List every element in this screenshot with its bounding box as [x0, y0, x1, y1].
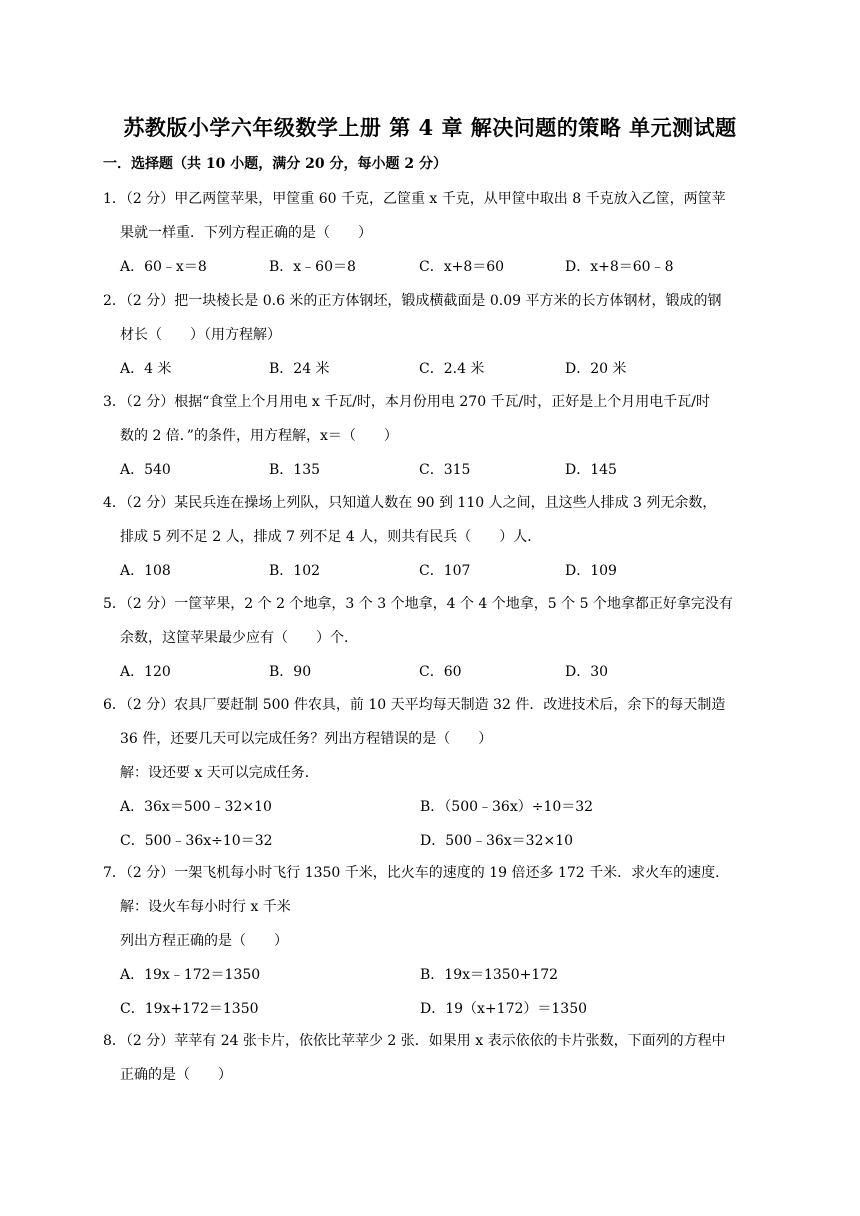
question-7-options-row-1	[103, 958, 761, 992]
question-8	[103, 1024, 761, 1092]
question-8-line-1: 8．（2 分）苹苹有 24 张卡片，依依比苹苹少 2 张．如果用 x 表示依依的卡片张数，下面列的方程中	[103, 1033, 726, 1049]
option-c[interactable]: C．60	[419, 664, 462, 680]
option-c[interactable]: C．315	[419, 462, 471, 478]
option-a[interactable]: A．19x﹣172＝1350	[120, 967, 261, 983]
option-d[interactable]: D．19（x+172）＝1350	[420, 1001, 588, 1017]
option-a[interactable]: A．60﹣x＝8	[120, 259, 207, 275]
question-3-line-2: 数的 2 倍．”的条件，用方程解，x＝（ ）	[120, 428, 398, 444]
question-2-line-2: 材长（ ）（用方程解）	[120, 327, 281, 343]
option-d[interactable]: D．500﹣36x＝32×10	[420, 833, 574, 849]
question-6	[103, 688, 761, 858]
question-6-line-3: 解：设还要 x 天可以完成任务．	[120, 765, 319, 781]
question-4-line-1: 4．（2 分）某民兵连在操场上列队，只知道人数在 90 到 110 人之间，且这些人排成 3 列无余数，	[103, 495, 717, 511]
option-d[interactable]: D．x+8＝60﹣8	[565, 259, 674, 275]
option-d[interactable]: D．20 米	[565, 361, 627, 377]
question-5-line-1: 5．（2 分）一筐苹果，2 个 2 个地拿，3 个 3 个地拿，4 个 4 个地拿，5 个 5 个地拿都正好拿完没有	[103, 596, 733, 612]
option-d[interactable]: D．145	[565, 462, 617, 478]
option-a[interactable]: A．120	[120, 664, 171, 680]
question-5	[103, 587, 761, 689]
question-7-options-row-2	[103, 992, 761, 1026]
question-6-options-row-1	[103, 790, 761, 824]
question-1-options	[103, 250, 761, 284]
option-d[interactable]: D．109	[565, 563, 617, 579]
option-b[interactable]: B．102	[269, 563, 321, 579]
question-2-line-1: 2．（2 分）把一块棱长是 0.6 米的正方体钢坯，锻成横截面是 0.09 平方米的长方体钢材，锻成的钢	[103, 293, 722, 309]
option-a[interactable]: A．4 米	[120, 361, 172, 377]
page-title: 苏教版小学六年级数学上册 第 4 章 解决问题的策略 单元测试题	[123, 115, 737, 140]
question-5-options	[103, 655, 761, 689]
question-7-line-3: 列出方程正确的是（ ）	[120, 933, 288, 949]
option-c[interactable]: C．500﹣36x÷10＝32	[120, 833, 273, 849]
option-c[interactable]: C．107	[419, 563, 471, 579]
option-c[interactable]: C．2.4 米	[419, 361, 485, 377]
question-4	[103, 486, 761, 588]
question-3	[103, 385, 761, 487]
question-1-line-1: 1．（2 分）甲乙两筐苹果，甲筐重 60 千克，乙筐重 x 千克，从甲筐中取出 8 千克放入乙筐，两筐苹	[103, 191, 726, 207]
question-5-line-2: 余数，这筐苹果最少应有（ ）个．	[120, 630, 358, 646]
option-b[interactable]: B．x﹣60＝8	[269, 259, 356, 275]
question-4-line-2: 排成 5 列不足 2 人，排成 7 列不足 4 人，则共有民兵（ ）人．	[120, 529, 542, 545]
question-6-options-row-2	[103, 824, 761, 858]
option-b[interactable]: B．90	[269, 664, 312, 680]
question-4-options	[103, 554, 761, 588]
option-c[interactable]: C．x+8＝60	[419, 259, 505, 275]
option-a[interactable]: A．540	[120, 462, 171, 478]
question-7-line-2: 解：设火车每小时行 x 千米	[120, 899, 291, 915]
question-8-line-2: 正确的是（ ）	[120, 1067, 232, 1083]
question-6-line-1: 6．（2 分）农具厂要赶制 500 件农具，前 10 天平均每天制造 32 件．改进技术后，余下的每天制造	[103, 697, 726, 713]
question-1-line-2: 果就一样重．下列方程正确的是（ ）	[120, 225, 372, 241]
option-a[interactable]: A．36x＝500﹣32×10	[120, 799, 272, 815]
option-c[interactable]: C．19x+172＝1350	[120, 1001, 259, 1017]
question-2	[103, 284, 761, 386]
question-2-options	[103, 352, 761, 386]
section-heading: 一．选择题（共 10 小题，满分 20 分，每小题 2 分）	[103, 156, 447, 172]
question-1	[103, 182, 761, 284]
question-7	[103, 856, 761, 1026]
option-b[interactable]: B．19x＝1350+172	[420, 967, 559, 983]
question-6-line-2: 36 件，还要几天可以完成任务？列出方程错误的是（ ）	[120, 731, 493, 747]
question-7-line-1: 7．（2 分）一架飞机每小时飞行 1350 千米，比火车的速度的 19 倍还多 172 千米．求火车的速度．	[103, 865, 730, 881]
question-3-line-1: 3．（2 分）根据“食堂上个月用电 x 千瓦/时，本月份用电 270 千瓦/时，正好是上个月用电千瓦/时	[103, 394, 710, 410]
option-b[interactable]: B．24 米	[269, 361, 330, 377]
option-b[interactable]: B．（500﹣36x）÷10＝32	[420, 799, 594, 815]
option-d[interactable]: D．30	[565, 664, 609, 680]
option-b[interactable]: B．135	[269, 462, 321, 478]
question-3-options	[103, 453, 761, 487]
option-a[interactable]: A．108	[120, 563, 171, 579]
